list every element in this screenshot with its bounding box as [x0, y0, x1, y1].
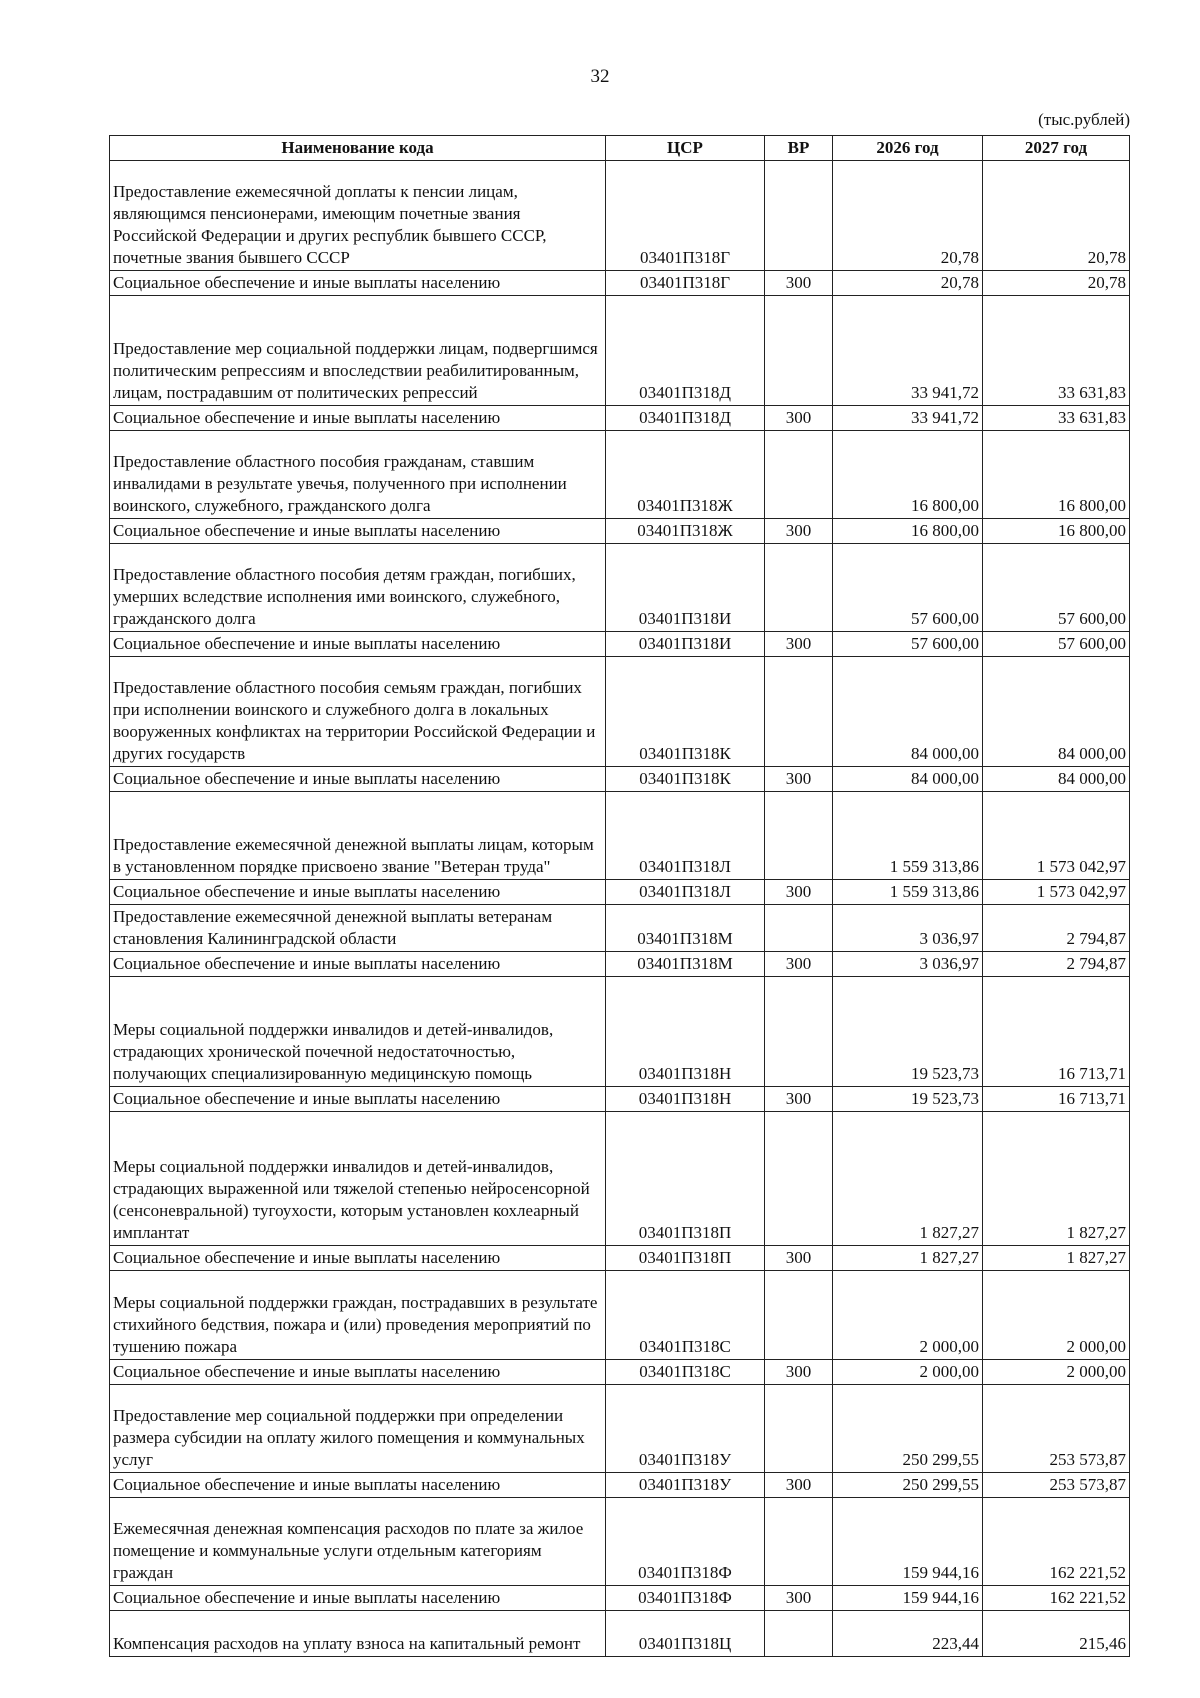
row-2027-cell: 16 713,71	[983, 1087, 1130, 1112]
table-row	[110, 519, 1130, 544]
row-vr-cell	[765, 1112, 833, 1246]
row-name-cell: Предоставление областного пособия гражданам, ставшим инвалидами в результате увечья, полученного при исполнении воинского, служебного, гражданского долга	[110, 431, 606, 519]
row-2027-cell: 33 631,83	[983, 296, 1130, 406]
header-csr: ЦСР	[606, 136, 765, 161]
row-2026-cell: 16 800,00	[833, 519, 983, 544]
row-2026-cell: 250 299,55	[833, 1385, 983, 1473]
row-csr-cell: 03401П318Д	[606, 296, 765, 406]
table-row	[110, 1271, 1130, 1360]
row-csr-cell: 03401П318Ц	[606, 1611, 765, 1657]
row-2026-cell: 57 600,00	[833, 632, 983, 657]
row-vr-cell	[765, 905, 833, 952]
row-2027-cell: 215,46	[983, 1611, 1130, 1657]
table-row	[110, 880, 1130, 905]
row-vr-cell	[765, 161, 833, 271]
table-body	[110, 161, 1130, 1657]
row-csr-cell: 03401П318И	[606, 544, 765, 632]
header-vr: ВР	[765, 136, 833, 161]
header-name: Наименование кода	[110, 136, 606, 161]
row-name-cell: Предоставление мер социальной поддержки лицам, подвергшимся политическим репрессиям и впоследствии реабилитированным, лицам, пострадавшим от политических репрессий	[110, 296, 606, 406]
row-vr-cell: 300	[765, 1246, 833, 1271]
row-2027-cell: 253 573,87	[983, 1473, 1130, 1498]
row-2026-cell: 33 941,72	[833, 296, 983, 406]
row-vr-cell: 300	[765, 519, 833, 544]
row-2027-cell: 162 221,52	[983, 1498, 1130, 1586]
row-2027-cell: 2 794,87	[983, 905, 1130, 952]
row-vr-cell: 300	[765, 1473, 833, 1498]
row-vr-cell	[765, 544, 833, 632]
table-row	[110, 1112, 1130, 1246]
page-number: 32	[590, 66, 610, 87]
row-2027-cell: 16 800,00	[983, 519, 1130, 544]
row-vr-cell: 300	[765, 1087, 833, 1112]
row-csr-cell: 03401П318К	[606, 767, 765, 792]
row-2027-cell: 1 573 042,97	[983, 880, 1130, 905]
row-2026-cell: 1 827,27	[833, 1112, 983, 1246]
row-2027-cell: 1 827,27	[983, 1246, 1130, 1271]
row-name-cell: Предоставление областного пособия семьям граждан, погибших при исполнении воинского и служебного долга в локальных вооруженных конфликтах на территории Российской Федерации и других государств	[110, 657, 606, 767]
row-csr-cell: 03401П318Л	[606, 880, 765, 905]
table-row	[110, 544, 1130, 632]
row-vr-cell	[765, 1611, 833, 1657]
row-vr-cell: 300	[765, 406, 833, 431]
row-2026-cell: 33 941,72	[833, 406, 983, 431]
row-csr-cell: 03401П318Д	[606, 406, 765, 431]
row-name-cell: Меры социальной поддержки инвалидов и детей-инвалидов, страдающих хронической почечной недостаточностью, получающих специализированную медицинскую помощь	[110, 977, 606, 1087]
table-row	[110, 271, 1130, 296]
row-name-cell: Меры социальной поддержки инвалидов и детей-инвалидов, страдающих выраженной или тяжелой степенью нейросенсорной (сенсоневральной) тугоухости, которым установлен кохлеарный имплантат	[110, 1112, 606, 1246]
row-csr-cell: 03401П318И	[606, 632, 765, 657]
row-2027-cell: 16 800,00	[983, 431, 1130, 519]
row-2027-cell: 33 631,83	[983, 406, 1130, 431]
row-name-cell: Компенсация расходов на уплату взноса на капитальный ремонт	[110, 1611, 606, 1657]
row-2027-cell: 57 600,00	[983, 632, 1130, 657]
row-csr-cell: 03401П318К	[606, 657, 765, 767]
row-csr-cell: 03401П318Л	[606, 792, 765, 880]
row-name-cell: Социальное обеспечение и иные выплаты населению	[110, 1360, 606, 1385]
row-2027-cell: 1 573 042,97	[983, 792, 1130, 880]
row-name-cell: Предоставление ежемесячной денежной выплаты ветеранам становления Калининградской области	[110, 905, 606, 952]
row-csr-cell: 03401П318У	[606, 1385, 765, 1473]
row-2027-cell: 20,78	[983, 161, 1130, 271]
row-csr-cell: 03401П318П	[606, 1112, 765, 1246]
table-row	[110, 296, 1130, 406]
row-2027-cell: 84 000,00	[983, 657, 1130, 767]
row-csr-cell: 03401П318С	[606, 1271, 765, 1360]
row-name-cell: Социальное обеспечение и иные выплаты населению	[110, 767, 606, 792]
table-row	[110, 632, 1130, 657]
row-csr-cell: 03401П318Г	[606, 271, 765, 296]
table-row	[110, 1087, 1130, 1112]
budget-table	[109, 135, 1130, 1657]
row-vr-cell: 300	[765, 1360, 833, 1385]
table-row	[110, 767, 1130, 792]
row-csr-cell: 03401П318Н	[606, 1087, 765, 1112]
units-label: (тыс.рублей)	[1038, 110, 1130, 129]
row-2027-cell: 162 221,52	[983, 1586, 1130, 1611]
table-header-row	[110, 136, 1130, 161]
table-row	[110, 952, 1130, 977]
row-csr-cell: 03401П318У	[606, 1473, 765, 1498]
header-2027: 2027 год	[983, 136, 1130, 161]
row-2026-cell: 19 523,73	[833, 1087, 983, 1112]
row-2026-cell: 1 559 313,86	[833, 792, 983, 880]
row-name-cell: Социальное обеспечение и иные выплаты населению	[110, 1087, 606, 1112]
table-row	[110, 1360, 1130, 1385]
row-vr-cell: 300	[765, 880, 833, 905]
row-name-cell: Социальное обеспечение и иные выплаты населению	[110, 952, 606, 977]
row-2026-cell: 2 000,00	[833, 1271, 983, 1360]
row-csr-cell: 03401П318Ф	[606, 1586, 765, 1611]
table-row	[110, 1586, 1130, 1611]
row-vr-cell: 300	[765, 1586, 833, 1611]
row-vr-cell: 300	[765, 632, 833, 657]
table-row	[110, 431, 1130, 519]
row-vr-cell	[765, 977, 833, 1087]
header-2026: 2026 год	[833, 136, 983, 161]
row-2027-cell: 84 000,00	[983, 767, 1130, 792]
row-csr-cell: 03401П318С	[606, 1360, 765, 1385]
row-2026-cell: 20,78	[833, 161, 983, 271]
row-name-cell: Социальное обеспечение и иные выплаты населению	[110, 271, 606, 296]
row-csr-cell: 03401П318П	[606, 1246, 765, 1271]
row-csr-cell: 03401П318Ф	[606, 1498, 765, 1586]
table-row	[110, 1611, 1130, 1657]
row-name-cell: Социальное обеспечение и иные выплаты населению	[110, 880, 606, 905]
row-name-cell: Социальное обеспечение и иные выплаты населению	[110, 1246, 606, 1271]
row-csr-cell: 03401П318Н	[606, 977, 765, 1087]
row-csr-cell: 03401П318М	[606, 905, 765, 952]
table-row	[110, 905, 1130, 952]
table-row	[110, 977, 1130, 1087]
row-vr-cell	[765, 1271, 833, 1360]
row-2026-cell: 19 523,73	[833, 977, 983, 1087]
row-2027-cell: 1 827,27	[983, 1112, 1130, 1246]
row-vr-cell: 300	[765, 767, 833, 792]
table-row	[110, 657, 1130, 767]
row-name-cell: Предоставление мер социальной поддержки при определении размера субсидии на оплату жилого помещения и коммунальных услуг	[110, 1385, 606, 1473]
row-name-cell: Предоставление областного пособия детям граждан, погибших, умерших вследствие исполнения ими воинского, служебного, гражданского долга	[110, 544, 606, 632]
row-name-cell: Меры социальной поддержки граждан, пострадавших в результате стихийного бедствия, пожара и (или) проведения мероприятий по тушению пожара	[110, 1271, 606, 1360]
table-row	[110, 1498, 1130, 1586]
row-vr-cell	[765, 1498, 833, 1586]
row-name-cell: Ежемесячная денежная компенсация расходов по плате за жилое помещение и коммунальные услуги отдельным категориям граждан	[110, 1498, 606, 1586]
row-csr-cell: 03401П318М	[606, 952, 765, 977]
row-2026-cell: 57 600,00	[833, 544, 983, 632]
row-2027-cell: 16 713,71	[983, 977, 1130, 1087]
row-name-cell: Социальное обеспечение и иные выплаты населению	[110, 519, 606, 544]
row-csr-cell: 03401П318Г	[606, 161, 765, 271]
row-vr-cell	[765, 792, 833, 880]
row-2026-cell: 84 000,00	[833, 767, 983, 792]
row-2026-cell: 2 000,00	[833, 1360, 983, 1385]
table-row	[110, 161, 1130, 271]
row-2026-cell: 1 559 313,86	[833, 880, 983, 905]
row-csr-cell: 03401П318Ж	[606, 431, 765, 519]
row-name-cell: Предоставление ежемесячной доплаты к пенсии лицам, являющимся пенсионерами, имеющим почетные звания Российской Федерации и других республик бывшего СССР, почетные звания бывшего СССР	[110, 161, 606, 271]
table-row	[110, 1246, 1130, 1271]
row-2026-cell: 223,44	[833, 1611, 983, 1657]
row-2026-cell: 159 944,16	[833, 1498, 983, 1586]
row-name-cell: Социальное обеспечение и иные выплаты населению	[110, 406, 606, 431]
row-csr-cell: 03401П318Ж	[606, 519, 765, 544]
row-2026-cell: 1 827,27	[833, 1246, 983, 1271]
row-vr-cell	[765, 657, 833, 767]
row-2026-cell: 3 036,97	[833, 952, 983, 977]
row-2026-cell: 3 036,97	[833, 905, 983, 952]
row-2026-cell: 84 000,00	[833, 657, 983, 767]
row-vr-cell: 300	[765, 952, 833, 977]
row-2027-cell: 2 000,00	[983, 1271, 1130, 1360]
row-2026-cell: 159 944,16	[833, 1586, 983, 1611]
table-row	[110, 1473, 1130, 1498]
row-2027-cell: 2 000,00	[983, 1360, 1130, 1385]
row-name-cell: Социальное обеспечение и иные выплаты населению	[110, 632, 606, 657]
row-2027-cell: 253 573,87	[983, 1385, 1130, 1473]
table-row	[110, 792, 1130, 880]
row-name-cell: Социальное обеспечение и иные выплаты населению	[110, 1586, 606, 1611]
row-name-cell: Предоставление ежемесячной денежной выплаты лицам, которым в установленном порядке присвоено звание "Ветеран труда"	[110, 792, 606, 880]
row-2026-cell: 16 800,00	[833, 431, 983, 519]
row-2027-cell: 20,78	[983, 271, 1130, 296]
row-2026-cell: 20,78	[833, 271, 983, 296]
row-2027-cell: 57 600,00	[983, 544, 1130, 632]
row-vr-cell	[765, 1385, 833, 1473]
row-2027-cell: 2 794,87	[983, 952, 1130, 977]
row-vr-cell	[765, 296, 833, 406]
table-row	[110, 1385, 1130, 1473]
row-vr-cell: 300	[765, 271, 833, 296]
row-2026-cell: 250 299,55	[833, 1473, 983, 1498]
row-vr-cell	[765, 431, 833, 519]
row-name-cell: Социальное обеспечение и иные выплаты населению	[110, 1473, 606, 1498]
table-row	[110, 406, 1130, 431]
